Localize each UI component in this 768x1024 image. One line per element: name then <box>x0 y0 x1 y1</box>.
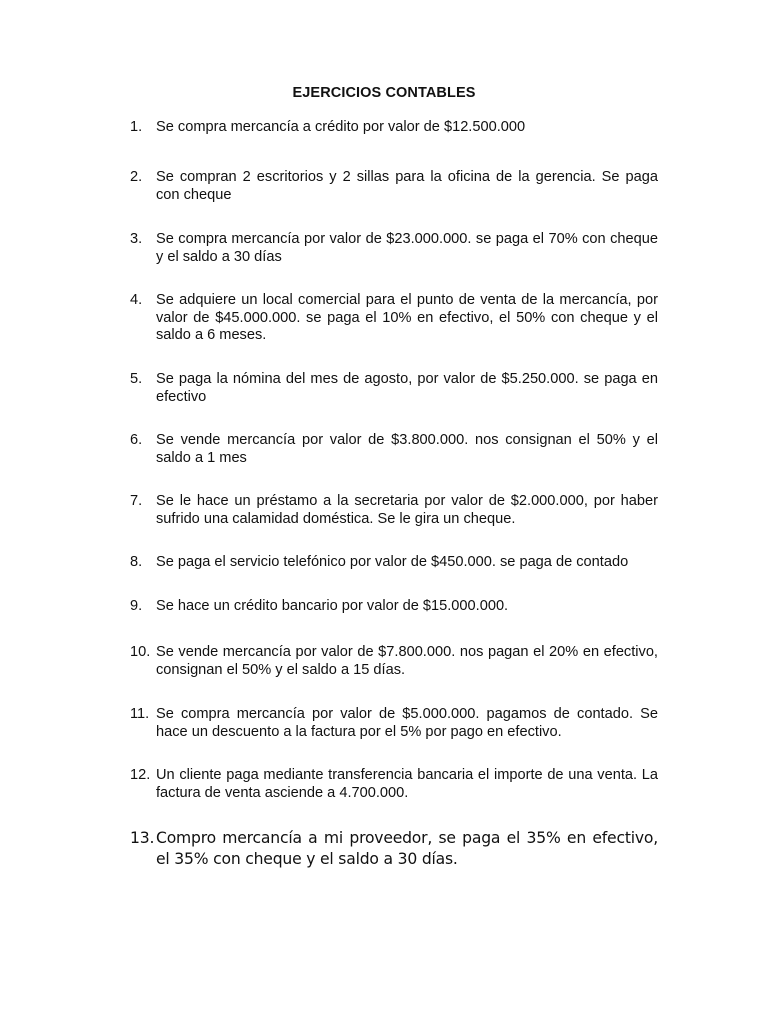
exercise-number: 8. <box>130 554 143 570</box>
exercise-text: Se paga la nómina del mes de agosto, por valor de $5.250.000. se paga en efectivo <box>156 371 658 405</box>
exercise-text: Se compra mercancía por valor de $23.000.000. se paga el 70% con cheque y el saldo a 30 días <box>156 231 658 265</box>
exercise-text: Se adquiere un local comercial para el punto de venta de la mercancía, por valor de $45.000.000. se paga el 10% en efectivo, el 50% con cheque y el saldo a 6 meses. <box>156 292 658 343</box>
exercise-number: 6. <box>130 432 143 448</box>
exercise-number: 12. <box>130 767 151 783</box>
exercise-text: Se le hace un préstamo a la secretaria por valor de $2.000.000, por haber sufrido una calamidad doméstica. Se le gira un cheque. <box>156 493 658 527</box>
exercise-item-8 <box>130 554 658 572</box>
exercise-text: Se compran 2 escritorios y 2 sillas para la oficina de la gerencia. Se paga con cheque <box>156 169 658 203</box>
exercise-number: 9. <box>130 598 143 614</box>
exercise-text: Se compra mercancía por valor de $5.000.000. pagamos de contado. Se hace un descuento a la factura por el 5% por pago en efectivo. <box>156 706 658 740</box>
exercise-number: 2. <box>130 169 143 185</box>
exercise-item-12 <box>130 767 658 802</box>
exercise-item-11 <box>130 706 658 741</box>
exercise-text: Se compra mercancía a crédito por valor de $12.500.000 <box>156 119 526 135</box>
exercise-number: 3. <box>130 231 143 247</box>
exercise-item-10 <box>130 644 658 679</box>
document-title: EJERCICIOS CONTABLES <box>292 85 476 101</box>
exercise-text: Compro mercancía a mi proveedor, se paga el 35% en efectivo, el 35% con cheque y el saldo a 30 días. <box>156 829 658 868</box>
exercise-number: 4. <box>130 292 143 308</box>
exercise-text: Se paga el servicio telefónico por valor de $450.000. se paga de contado <box>156 554 629 570</box>
exercise-text: Se hace un crédito bancario por valor de $15.000.000. <box>156 598 509 614</box>
exercise-item-2 <box>130 169 658 204</box>
exercise-item-6 <box>130 432 658 467</box>
exercise-item-5 <box>130 371 658 406</box>
exercise-number: 1. <box>130 119 143 135</box>
exercise-item-1 <box>130 119 658 137</box>
exercise-item-3 <box>130 231 658 266</box>
exercise-text: Se vende mercancía por valor de $3.800.000. nos consignan el 50% y el saldo a 1 mes <box>156 432 658 466</box>
exercise-number: 10. <box>130 644 151 660</box>
exercise-item-4 <box>130 292 658 345</box>
exercise-item-13 <box>130 828 658 870</box>
exercise-item-7 <box>130 493 658 528</box>
exercise-item-9 <box>130 598 658 616</box>
exercise-number: 13. <box>130 829 155 847</box>
exercise-number: 11. <box>130 706 150 722</box>
exercise-number: 7. <box>130 493 143 509</box>
exercise-text: Se vende mercancía por valor de $7.800.000. nos pagan el 20% en efectivo, consignan el 50% y el saldo a 15 días. <box>156 644 658 678</box>
exercise-text: Un cliente paga mediante transferencia bancaria el importe de una venta. La factura de venta asciende a 4.700.000. <box>156 767 658 801</box>
exercise-number: 5. <box>130 371 143 387</box>
